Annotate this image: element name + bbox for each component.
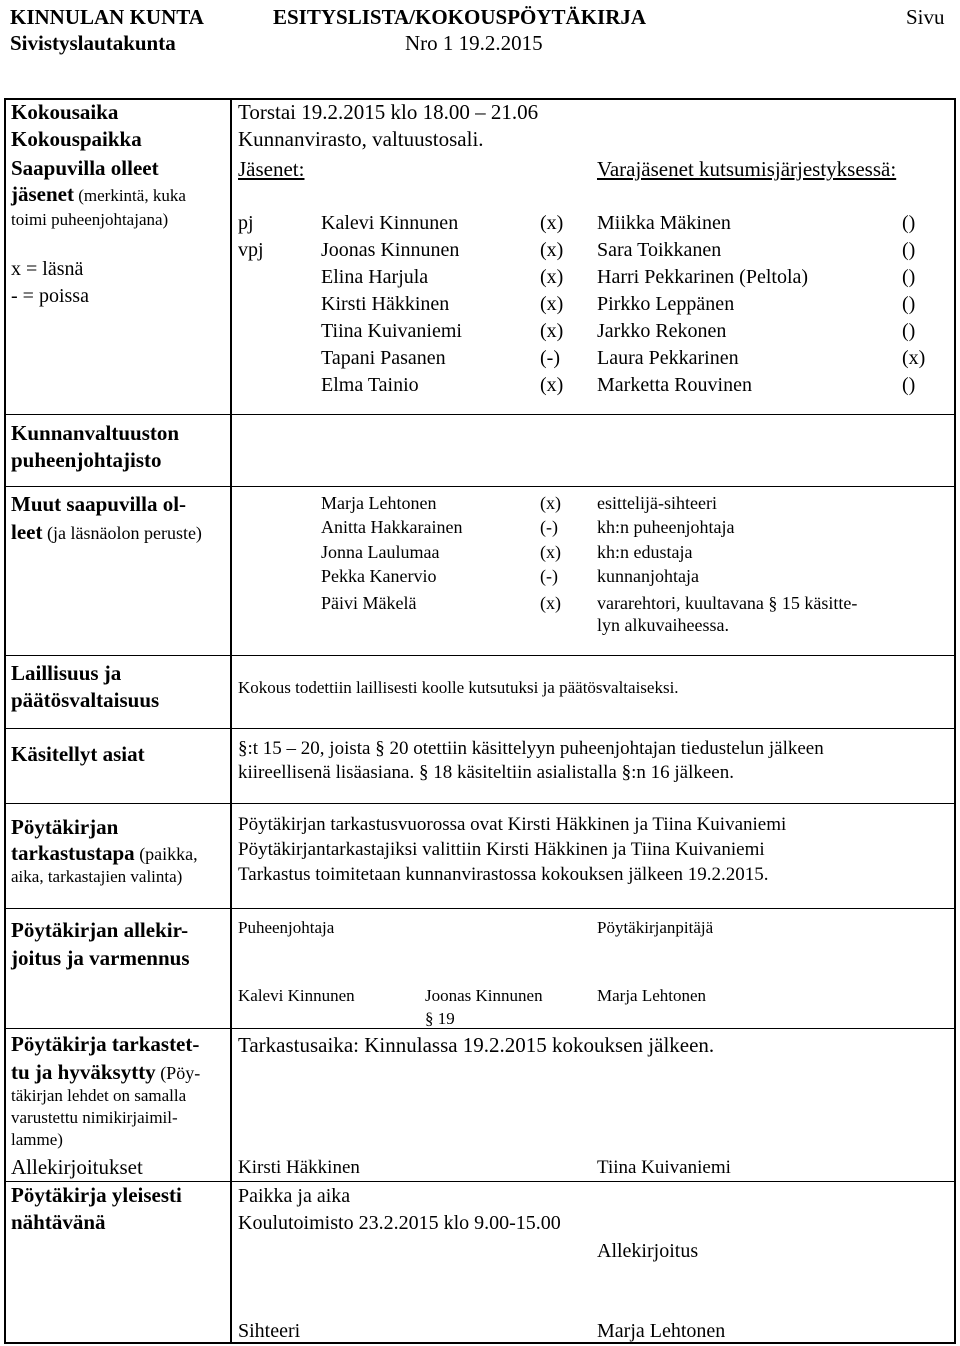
member-attendance-mark: (x) [540,320,564,342]
approved-label-line-2: tu ja hyväksytty (Pöy- [11,1060,201,1084]
inspection-label: Pöytäkirjan [11,815,119,839]
deputy-attendance-mark: () [902,374,916,396]
legality-label-line-2: päätösvaltaisuus [11,688,160,712]
legend-present: x = läsnä [11,258,84,280]
approved-label-line-3: täkirjan lehdet on samalla [11,1086,187,1105]
attendee-role: kunnanjohtaja [597,566,699,586]
attendee-name: Marja Lehtonen [321,493,437,513]
attendee-attendance-mark: (-) [540,566,558,586]
deputy-attendance-mark: (x) [902,347,926,369]
member-attendance-mark: (x) [540,374,564,396]
meeting-place-label: Kokouspaikka [11,127,142,151]
signatures-label: Allekirjoitukset [11,1155,143,1179]
member-attendance-mark: (x) [540,266,564,288]
public-secretary-label: Sihteeri [238,1320,301,1342]
attendance-label: Saapuvilla olleet [11,156,159,180]
section-divider [4,1028,956,1029]
section-divider [4,655,956,656]
handled-line-2: kiireellisenä lisäasiana. § 18 käsiteltiin asialistalla §:n 16 jälkeen. [238,762,734,783]
handled-line-1: §:t 15 – 20, joista § 20 otettiin käsittelyyn puheenjohtajan tiedustelun jälkeen [238,738,824,759]
secretary-heading: Pöytäkirjanpitäjä [597,918,714,937]
deputy-name: Sara Toikkanen [597,239,722,261]
inspection-line-1: Pöytäkirjan tarkastusvuorossa ovat Kirsti Häkkinen ja Tiina Kuivaniemi [238,814,787,835]
attendance-label-line-3: toimi puheenjohtajana) [11,210,169,229]
signing-label: Pöytäkirjan allekir- [11,918,189,942]
others-continuation: lyn alkuvaiheessa. [597,615,729,635]
attendee-name: Anitta Hakkarainen [321,517,463,537]
approved-label-line-5: lamme) [11,1130,63,1149]
deputy-attendance-mark: () [902,266,916,288]
board-name: Sivistyslautakunta [10,31,176,55]
legality-text: Kokous todettiin laillisesti koolle kutsutuksi ja päätösvaltaiseksi. [238,678,679,697]
deputy-name: Pirkko Leppänen [597,293,735,315]
members-heading: Jäsenet: [238,157,305,181]
member-attendance-mark: (x) [540,239,564,261]
deputy-attendance-mark: () [902,239,916,261]
legend-absent: - = poissa [11,285,89,307]
others-label: Muut saapuvilla ol- [11,492,187,516]
meeting-time-value: Torstai 19.2.2015 klo 18.00 – 21.06 [238,100,539,124]
deputy-name: Miikka Mäkinen [597,212,731,234]
member-name: Elma Tainio [321,374,419,396]
section-divider [4,728,956,729]
section-divider [4,1181,956,1182]
deputy-name: Jarkko Rekonen [597,320,727,342]
public-label: Pöytäkirja yleisesti [11,1183,182,1207]
member-name: Kalevi Kinnunen [321,212,459,234]
attendee-name: Päivi Mäkelä [321,593,417,613]
council-label-line-2: puheenjohtajisto [11,448,162,472]
document-frame [4,98,956,1344]
signing-label-line-2: joitus ja varmennus [11,946,190,970]
approved-label: Pöytäkirja tarkastet- [11,1032,200,1056]
section-divider [4,414,956,415]
place-time-label: Paikka ja aika [238,1185,351,1207]
attendee-role: kh:n puheenjohtaja [597,517,735,537]
meeting-number: Nro 1 19.2.2015 [405,31,543,55]
public-secretary-name: Marja Lehtonen [597,1320,726,1342]
legality-label: Laillisuus ja [11,661,122,685]
section-divider [4,486,956,487]
chair-name-2: Joonas Kinnunen [425,986,543,1005]
signature-name-2: Tiina Kuivaniemi [597,1157,731,1178]
member-attendance-mark: (x) [540,293,564,315]
inspection-label-line-2: tarkastustapa (paikka, [11,841,198,865]
attendee-role: esittelijä-sihteeri [597,493,717,513]
deputy-name: Harri Pekkarinen (Peltola) [597,266,809,288]
attendee-role: kh:n edustaja [597,542,693,562]
inspection-line-3: Tarkastus toimitetaan kunnanvirastossa kokouksen jälkeen 19.2.2015. [238,864,769,885]
attendee-attendance-mark: (x) [540,593,561,613]
attendee-attendance-mark: (-) [540,517,558,537]
handled-label: Käsitellyt asiat [11,742,145,766]
public-label-line-2: nähtävänä [11,1210,106,1234]
member-role: pj [238,212,254,234]
member-role: vpj [238,239,264,261]
section-divider [4,908,956,909]
attendance-label-line-2: jäsenet (merkintä, kuka [11,182,186,206]
chair-name-1: Kalevi Kinnunen [238,986,355,1005]
member-attendance-mark: (-) [540,347,560,369]
signature-label: Allekirjoitus [597,1240,699,1262]
approved-label-line-4: varustettu nimikirjaimil- [11,1108,178,1127]
attendee-attendance-mark: (x) [540,542,561,562]
approved-text: Tarkastusaika: Kinnulassa 19.2.2015 kokouksen jälkeen. [238,1033,715,1057]
member-name: Tiina Kuivaniemi [321,320,462,342]
chair-name-2-note: § 19 [425,1009,455,1028]
chair-heading: Puheenjohtaja [238,918,335,937]
municipality-name: KINNULAN KUNTA [10,5,204,29]
others-label-line-2: leet (ja läsnäolon peruste) [11,520,202,544]
inspection-label-line-3: aika, tarkastajien valinta) [11,867,183,886]
member-name: Tapani Pasanen [321,347,446,369]
section-divider [4,803,956,804]
inspection-line-2: Pöytäkirjantarkastajiksi valittiin Kirsti Häkkinen ja Tiina Kuivaniemi [238,839,765,860]
deputy-name: Marketta Rouvinen [597,374,752,396]
member-name: Elina Harjula [321,266,429,288]
attendee-attendance-mark: (x) [540,493,561,513]
attendee-name: Jonna Laulumaa [321,542,440,562]
deputy-name: Laura Pekkarinen [597,347,739,369]
place-time-value: Koulutoimisto 23.2.2015 klo 9.00-15.00 [238,1212,561,1234]
attendee-role: vararehtori, kuultavana § 15 käsitte- [597,593,858,613]
deputy-attendance-mark: () [902,320,916,342]
column-divider [230,98,232,1344]
signature-name-1: Kirsti Häkkinen [238,1157,360,1178]
meeting-place-value: Kunnanvirasto, valtuustosali. [238,127,484,151]
member-attendance-mark: (x) [540,212,564,234]
secretary-name: Marja Lehtonen [597,986,707,1005]
deputies-heading: Varajäsenet kutsumisjärjestyksessä: [597,157,897,181]
deputy-attendance-mark: () [902,293,916,315]
attendee-name: Pekka Kanervio [321,566,437,586]
member-name: Kirsti Häkkinen [321,293,450,315]
deputy-attendance-mark: () [902,212,916,234]
meeting-time-label: Kokousaika [11,100,119,124]
page-label: Sivu [906,5,945,29]
document-type: ESITYSLISTA/KOKOUSPÖYTÄKIRJA [273,5,647,29]
council-label: Kunnanvaltuuston [11,421,180,445]
member-name: Joonas Kinnunen [321,239,460,261]
